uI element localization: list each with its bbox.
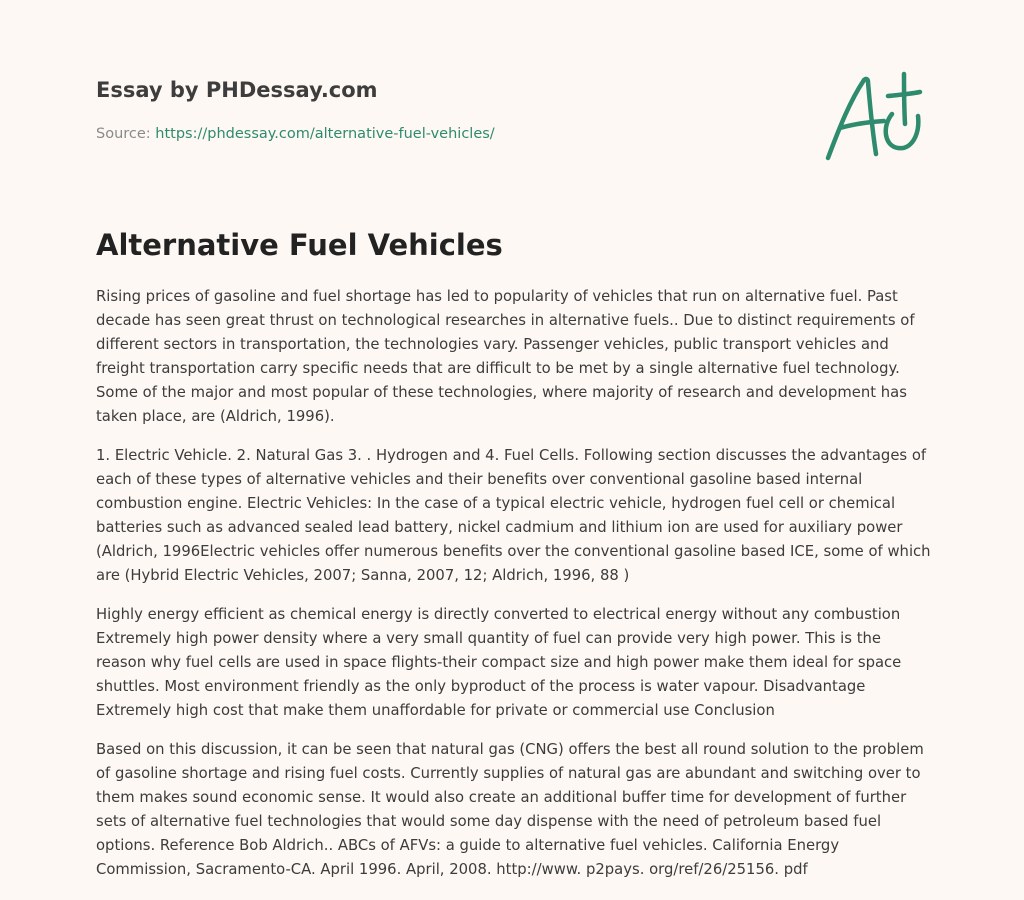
site-title: Essay by PHDessay.com bbox=[96, 78, 378, 102]
essay-paragraph: Rising prices of gasoline and fuel shortage has led to popularity of vehicles that run on alternative fuel. Past decade has seen great thrust on technological researches in alternative fuels.. Due to distinct requirements of different sectors in transportation, the technologies vary. Passenger vehicles, public transport vehicles and freight transportation carry specific needs that are difficult to be met by a single alternative fuel technology. Some of the major and most popular of these technologies, where majority of research and development has taken place, are (Aldrich, 1996). bbox=[96, 288, 915, 425]
essay-body bbox=[96, 285, 932, 897]
source-link[interactable]: https://phdessay.com/alternative-fuel-vehicles/ bbox=[155, 126, 495, 142]
page-header bbox=[96, 76, 796, 144]
source-label: Source: bbox=[96, 126, 151, 142]
source-line bbox=[96, 124, 796, 144]
a-plus-logo-icon bbox=[820, 66, 930, 166]
essay-title: Alternative Fuel Vehicles bbox=[96, 228, 503, 262]
essay-paragraph: 1. Electric Vehicle. 2. Natural Gas 3. . Hydrogen and 4. Fuel Cells. Following section discusses the advantages of each of these types of alternative vehicles and their benefits over conventional gasoline based internal combustion engine. Electric Vehicles: In the case of a typical electric vehicle, hydrogen fuel cell or chemical batteries such as advanced sealed lead battery, nickel cadmium and lithium ion are used for auxiliary power (Aldrich, 1996Electric vehicles offer numerous benefits over the conventional gasoline based ICE, some of which are (Hybrid Electric Vehicles, 2007; Sanna, 2007, 12; Aldrich, 1996, 88 ) bbox=[96, 447, 931, 584]
essay-paragraph: Highly energy efficient as chemical energy is directly converted to electrical energy without any combustion Extremely high power density where a very small quantity of fuel can provide very high power. This is the reason why fuel cells are used in space flights-their compact size and high power make them ideal for space shuttles. Most environment friendly as the only byproduct of the process is water vapour. Disadvantage Extremely high cost that make them unaffordable for private or commercial use Conclusion bbox=[96, 606, 902, 719]
essay-paragraph: Based on this discussion, it can be seen that natural gas (CNG) offers the best all round solution to the problem of gasoline shortage and rising fuel costs. Currently supplies of natural gas are abundant and switching over to them makes sound economic sense. It would also create an additional buffer time for development of further sets of alternative fuel technologies that would some day dispense with the need of petroleum based fuel options. Reference Bob Aldrich.. ABCs of AFVs: a guide to alternative fuel vehicles. California Energy Commission, Sacramento-CA. April 1996. April, 2008. http://www. p2pays. org/ref/26/25156. pdf bbox=[96, 741, 924, 878]
